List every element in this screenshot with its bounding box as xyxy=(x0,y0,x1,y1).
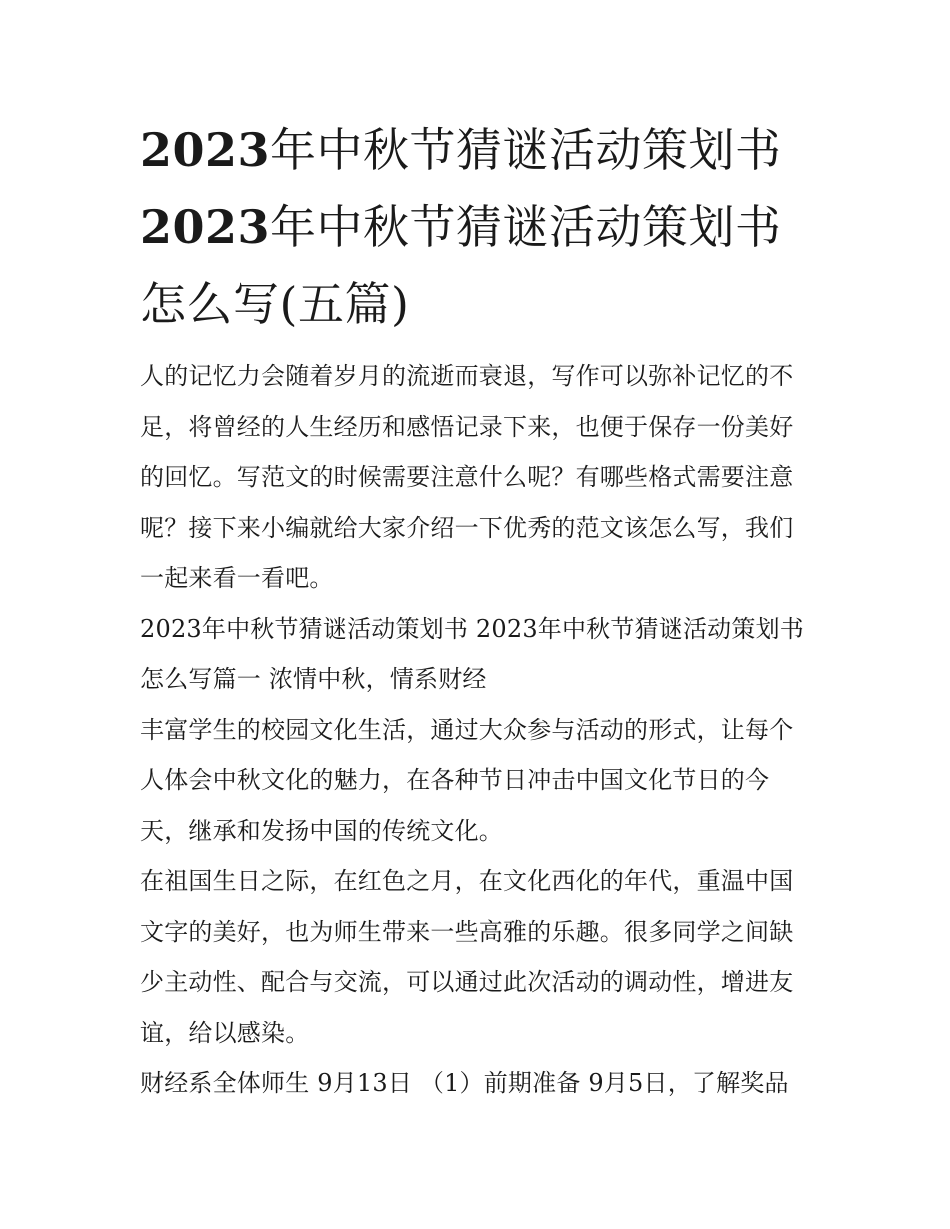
text-line: 一起来看一看吧。 xyxy=(140,564,334,592)
title-line: 怎么写(五篇) xyxy=(140,277,410,331)
text-line: 谊，给以感染。 xyxy=(140,1018,310,1047)
background-paragraph xyxy=(140,856,830,1058)
text-line: 的回忆。写范文的时候需要注意什么呢？有哪些格式需要注意 xyxy=(140,463,794,491)
section-heading-paragraph xyxy=(140,604,830,705)
document-page xyxy=(140,112,830,1109)
text-line: 足，将曾经的人生经历和感悟记录下来，也便于保存一份美好 xyxy=(140,412,794,441)
schedule-paragraph xyxy=(140,1058,830,1109)
text-line: 人体会中秋文化的魅力，在各种节日冲击中国文化节日的今 xyxy=(140,766,770,794)
text-line: 丰富学生的校园文化生活，通过大众参与活动的形式，让每个 xyxy=(140,715,794,744)
title-line: 2023年中秋节猜谜活动策划书 xyxy=(140,123,782,177)
title-year: 2023 xyxy=(140,200,271,254)
document-title xyxy=(140,112,830,343)
text-line: 在祖国生日之际，在红色之月，在文化西化的年代，重温中国 xyxy=(140,867,794,895)
text-line: 怎么写篇一 浓情中秋，情系财经 xyxy=(140,665,487,693)
text-line: 2023年中秋节猜谜活动策划书 2023年中秋节猜谜活动策划书 xyxy=(140,614,804,643)
text-line: 天，继承和发扬中国的传统文化。 xyxy=(140,816,503,845)
title-year: 2023 xyxy=(140,123,271,177)
text-line: 呢？接下来小编就给大家介绍一下优秀的范文该怎么写，我们 xyxy=(140,513,794,542)
intro-paragraph xyxy=(140,351,830,604)
text-line: 财经系全体师生 9月13日 （1）前期准备 9月5日，了解奖品 xyxy=(140,1069,789,1097)
text-line: 文字的美好，也为师生带来一些高雅的乐趣。很多同学之间缺 xyxy=(140,917,794,946)
purpose-paragraph xyxy=(140,705,830,857)
title-line: 2023年中秋节猜谜活动策划书 xyxy=(140,200,782,254)
text-line: 少主动性、配合与交流，可以通过此次活动的调动性，增进友 xyxy=(140,968,794,996)
text-line: 人的记忆力会随着岁月的流逝而衰退，写作可以弥补记忆的不 xyxy=(140,362,794,390)
